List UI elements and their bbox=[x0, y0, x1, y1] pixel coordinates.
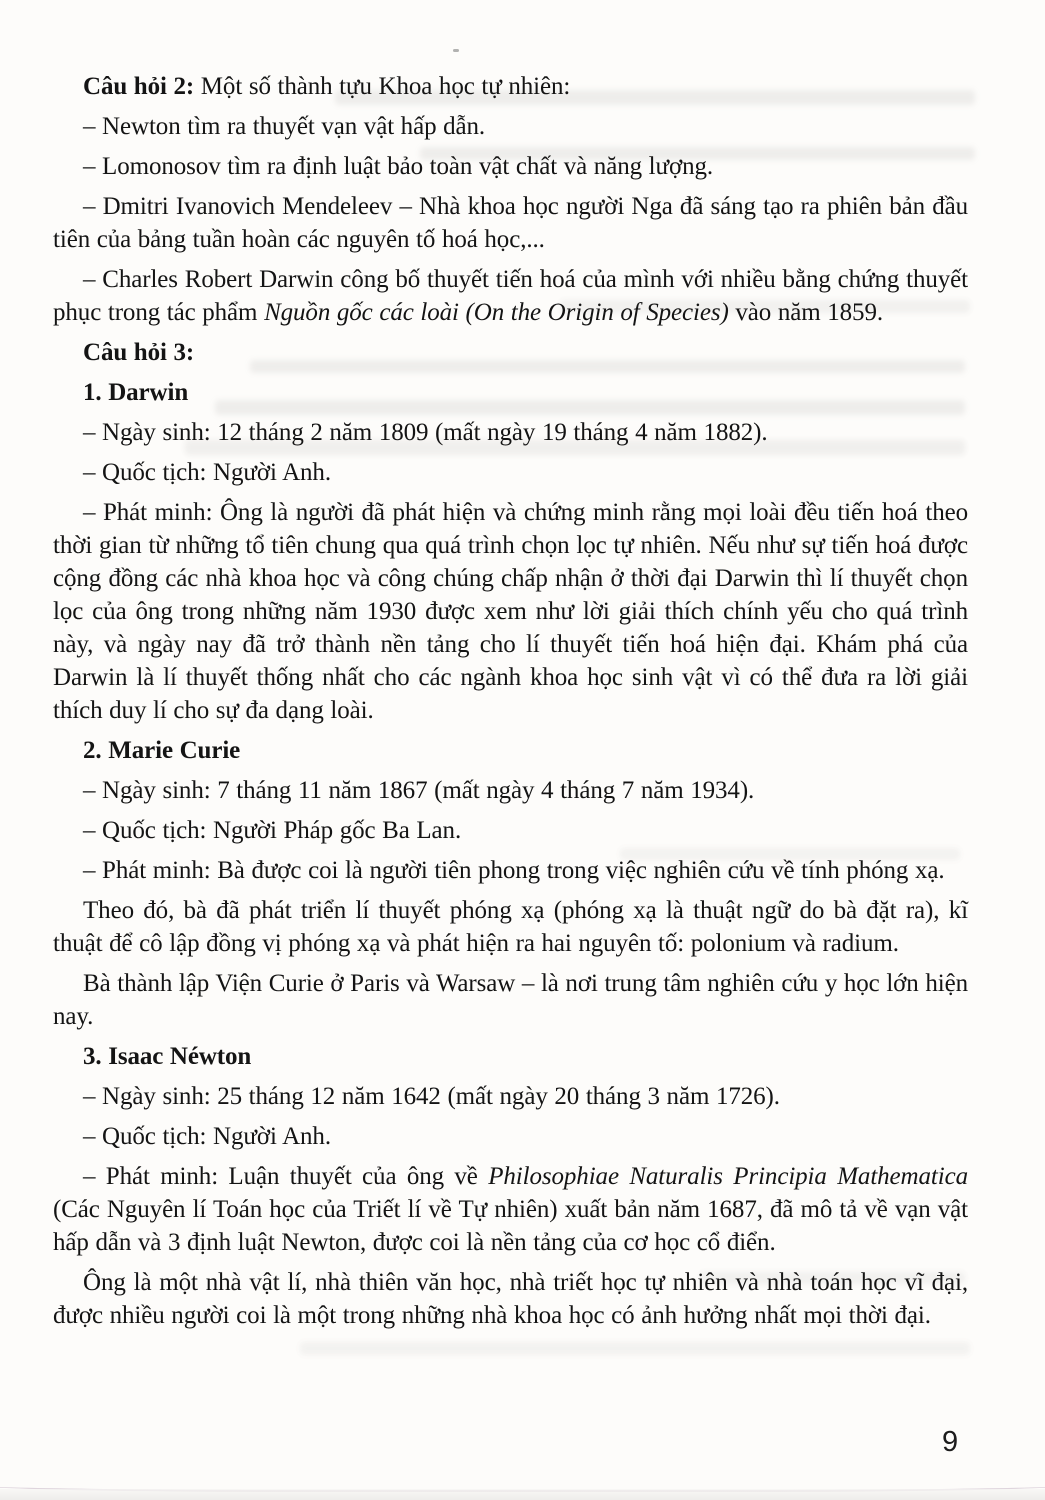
darwin-nationality bbox=[53, 456, 968, 489]
text-run: Ông là một nhà vật lí, nhà thiên văn học, nhà triết học tự nhiên và nhà toán học vĩ đại, được nhiều người coi là một trong những nhà khoa học có ảnh hưởng nhất mọi thời đại. bbox=[53, 1269, 968, 1329]
bottom-edge-shadow bbox=[0, 1489, 1045, 1500]
bullet-mendeleev bbox=[53, 190, 968, 256]
text-run: Câu hỏi 3: bbox=[83, 339, 195, 366]
subheading-marie-curie bbox=[53, 734, 968, 767]
question-2-heading bbox=[53, 70, 968, 103]
text-run: – Phát minh: Bà được coi là người tiên phong trong việc nghiên cứu về tính phóng xạ. bbox=[83, 857, 945, 884]
newton-legacy bbox=[53, 1266, 968, 1332]
bullet-newton bbox=[53, 110, 968, 143]
text-run: – Quốc tịch: Người Pháp gốc Ba Lan. bbox=[83, 817, 462, 844]
text-run: – Quốc tịch: Người Anh. bbox=[83, 1123, 331, 1150]
page-number: 9 bbox=[942, 1426, 959, 1458]
text-run: – Phát minh: Ông là người đã phát hiện và chứng minh rằng mọi loài đều tiến hoá theo thời gian từ những tổ tiên chung qua quá trình chọn lọc tự nhiên. Nếu như sự tiến hoá được cộng đồng các nhà khoa học và công chúng chấp nhận ở thời đại Darwin thì lí thuyết chọn lọc của ông trong những năm 1930 được xem như lời giải thích chính yếu cho quá trình này, và ngày nay đã trở thành nền tảng cho lí thuyết tiến hoá hiện đại. Khám phá của Darwin là lí thuyết thống nhất cho các ngành khoa học sinh vật vì có thể đưa ra lời giải thích duy lí cho sự đa dạng loài. bbox=[53, 499, 968, 724]
question-3-heading bbox=[53, 336, 968, 369]
curie-radioactivity bbox=[53, 894, 968, 960]
text-run: 2. Marie Curie bbox=[83, 737, 241, 764]
text-run: – Phát minh: Luận thuyết của ông về bbox=[83, 1163, 489, 1190]
text-run: vào năm 1859. bbox=[728, 299, 883, 326]
bullet-darwin-publication bbox=[53, 263, 968, 329]
darwin-birth bbox=[53, 416, 968, 449]
text-run: 3. Isaac Néwton bbox=[83, 1043, 252, 1070]
text-run: Câu hỏi 2: bbox=[83, 73, 195, 100]
curie-institute bbox=[53, 967, 968, 1033]
text-run: (Các Nguyên lí Toán học của Triết lí về Tự nhiên) xuất bản năm 1687, đã mô tả về vạn vật hấp dẫn và 3 định luật Newton, được coi là nền tảng của cơ học cổ điển. bbox=[53, 1196, 968, 1256]
curie-nationality bbox=[53, 814, 968, 847]
text-run: – Newton tìm ra thuyết vạn vật hấp dẫn. bbox=[83, 113, 486, 140]
darwin-invention bbox=[53, 496, 968, 727]
text-run: Theo đó, bà đã phát triển lí thuyết phóng xạ (phóng xạ là thuật ngữ do bà đặt ra), kĩ thuật để cô lập đồng vị phóng xạ và phát hiện ra hai nguyên tố: polonium và radium. bbox=[53, 897, 968, 957]
text-run: Bà thành lập Viện Curie ở Paris và Warsaw – là nơi trung tâm nghiên cứu y học lớn hiện nay. bbox=[53, 970, 968, 1030]
newton-nationality bbox=[53, 1120, 968, 1153]
curie-invention bbox=[53, 854, 968, 887]
ink-speck-artifact bbox=[453, 49, 459, 52]
text-run: – Ngày sinh: 12 tháng 2 năm 1809 (mất ngày 19 tháng 4 năm 1882). bbox=[83, 419, 768, 446]
text-run: – Dmitri Ivanovich Mendeleev – Nhà khoa học người Nga đã sáng tạo ra phiên bản đầu tiên của bảng tuần hoàn các nguyên tố hoá học,... bbox=[53, 193, 968, 253]
subheading-newton bbox=[53, 1040, 968, 1073]
text-run: Philosophiae Naturalis Principia Mathematica bbox=[488, 1163, 968, 1190]
text-run: – Charles Robert Darwin công bố thuyết tiến hoá của mình với nhiều bằng chứng thuyết phục trong tác phẩm bbox=[53, 266, 968, 326]
curie-birth bbox=[53, 774, 968, 807]
newton-invention bbox=[53, 1160, 968, 1259]
subheading-darwin bbox=[53, 376, 968, 409]
text-run: – Quốc tịch: Người Anh. bbox=[83, 459, 331, 486]
text-run: Nguồn gốc các loài (On the Origin of Species) bbox=[264, 299, 729, 326]
bleed-through-artifact bbox=[300, 1342, 970, 1355]
text-run: – Lomonosov tìm ra định luật bảo toàn vật chất và năng lượng. bbox=[83, 153, 714, 180]
text-run: 1. Darwin bbox=[83, 379, 189, 406]
newton-birth bbox=[53, 1080, 968, 1113]
text-block bbox=[53, 70, 968, 1332]
text-run: – Ngày sinh: 25 tháng 12 năm 1642 (mất ngày 20 tháng 3 năm 1726). bbox=[83, 1083, 780, 1110]
text-run: – Ngày sinh: 7 tháng 11 năm 1867 (mất ngày 4 tháng 7 năm 1934). bbox=[83, 777, 755, 804]
text-run: Một số thành tựu Khoa học tự nhiên: bbox=[194, 73, 571, 100]
bullet-lomonosov bbox=[53, 150, 968, 183]
